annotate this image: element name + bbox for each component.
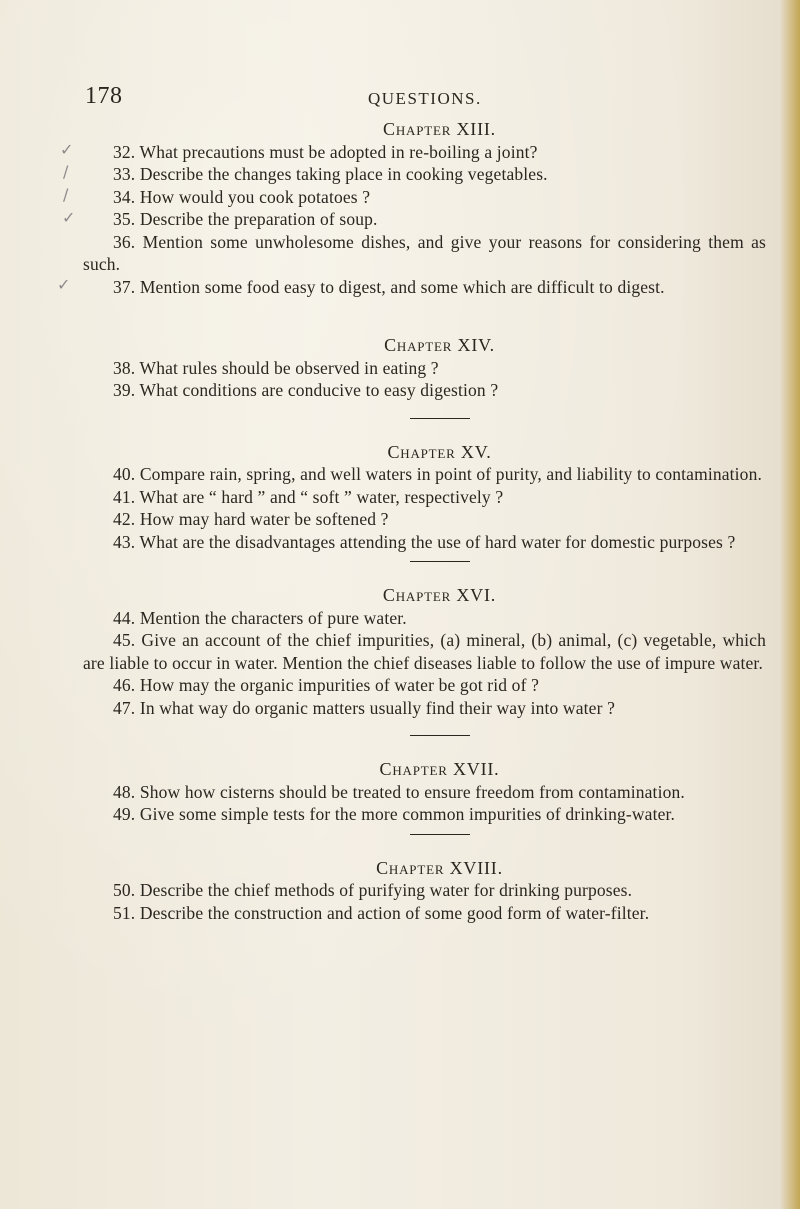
question-item: 41. What are “ hard ” and “ soft ” water, respectively ?	[113, 486, 504, 507]
chapter-heading: Chapter XVIII.	[376, 857, 503, 878]
question-item: 45. Give an account of the chief impurities, (a) mineral, (b) animal, (c) vegetable, which are liable to occur in water. Mention the chief diseases liable to follow the use of impure water.	[83, 630, 766, 673]
question-item: 32. What precautions must be adopted in re-boiling a joint?	[113, 141, 538, 162]
question-item: 50. Describe the chief methods of purifying water for drinking purposes.	[113, 880, 633, 900]
section-divider	[410, 735, 470, 736]
question-item: 40. Compare rain, spring, and well waters in point of purity, and liability to contamination.	[113, 464, 763, 484]
question-item: 51. Describe the construction and action of some good form of water-filter.	[113, 902, 650, 923]
question-item: 46. How may the organic impurities of water be got rid of ?	[113, 675, 539, 695]
question-item: 44. Mention the characters of pure water.	[113, 607, 407, 628]
chapter-heading: Chapter XVI.	[382, 585, 497, 605]
question-item: 37. Mention some food easy to digest, and some which are difficult to digest.	[113, 276, 665, 297]
pencil-check-mark: ✓	[60, 140, 74, 159]
section-divider	[410, 561, 470, 562]
question-item: 43. What are the disadvantages attending the use of hard water for domestic purposes ?	[113, 531, 736, 552]
section-spacer	[83, 826, 766, 834]
chapter-heading: Chapter XVII.	[379, 759, 500, 779]
chapter-section	[83, 857, 766, 925]
pencil-check-mark: ✓	[62, 208, 76, 227]
pencil-check-mark: /	[63, 185, 69, 204]
question-item: 49. Give some simple tests for the more common impurities of drinking-water.	[113, 804, 676, 824]
chapter-section	[83, 441, 766, 554]
question-item: 33. Describe the changes taking place in cooking vegetables.	[113, 164, 548, 184]
page-header	[0, 83, 800, 113]
page-number: 178	[85, 83, 123, 109]
section-spacer	[83, 835, 766, 857]
section-spacer	[83, 719, 766, 735]
section-spacer	[83, 402, 766, 418]
chapter-heading: Chapter XIV.	[384, 335, 495, 355]
chapter-section	[83, 118, 766, 298]
chapter-section	[83, 758, 766, 826]
pencil-check-mark: ✓	[57, 275, 71, 294]
question-item: 48. Show how cisterns should be treated to ensure freedom from contamination.	[113, 781, 685, 802]
chapter-heading: Chapter XIII.	[383, 119, 496, 139]
question-item: 39. What conditions are conducive to easy digestion ?	[113, 380, 499, 400]
question-item: 47. In what way do organic matters usually find their way into water ?	[113, 697, 615, 718]
questions-content	[83, 118, 766, 924]
question-item: 34. How would you cook potatoes ?	[113, 186, 371, 207]
chapter-heading: Chapter XV.	[387, 441, 492, 462]
page-edge-shading	[780, 0, 800, 1209]
question-item: 36. Mention some unwholesome dishes, and give your reasons for considering them as such.	[83, 231, 766, 274]
section-divider	[410, 418, 470, 419]
section-divider	[410, 834, 470, 835]
section-spacer	[83, 419, 766, 441]
section-spacer	[83, 562, 766, 584]
section-spacer	[83, 298, 766, 334]
chapter-section	[83, 584, 766, 719]
pencil-check-mark: /	[63, 162, 69, 181]
chapter-section	[83, 334, 766, 402]
question-item: 42. How may hard water be softened ?	[113, 509, 389, 529]
question-item: 35. Describe the preparation of soup.	[113, 209, 378, 229]
running-head: QUESTIONS.	[368, 89, 482, 108]
section-spacer	[83, 553, 766, 561]
question-item: 38. What rules should be observed in eating ?	[113, 357, 439, 378]
section-spacer	[83, 736, 766, 758]
